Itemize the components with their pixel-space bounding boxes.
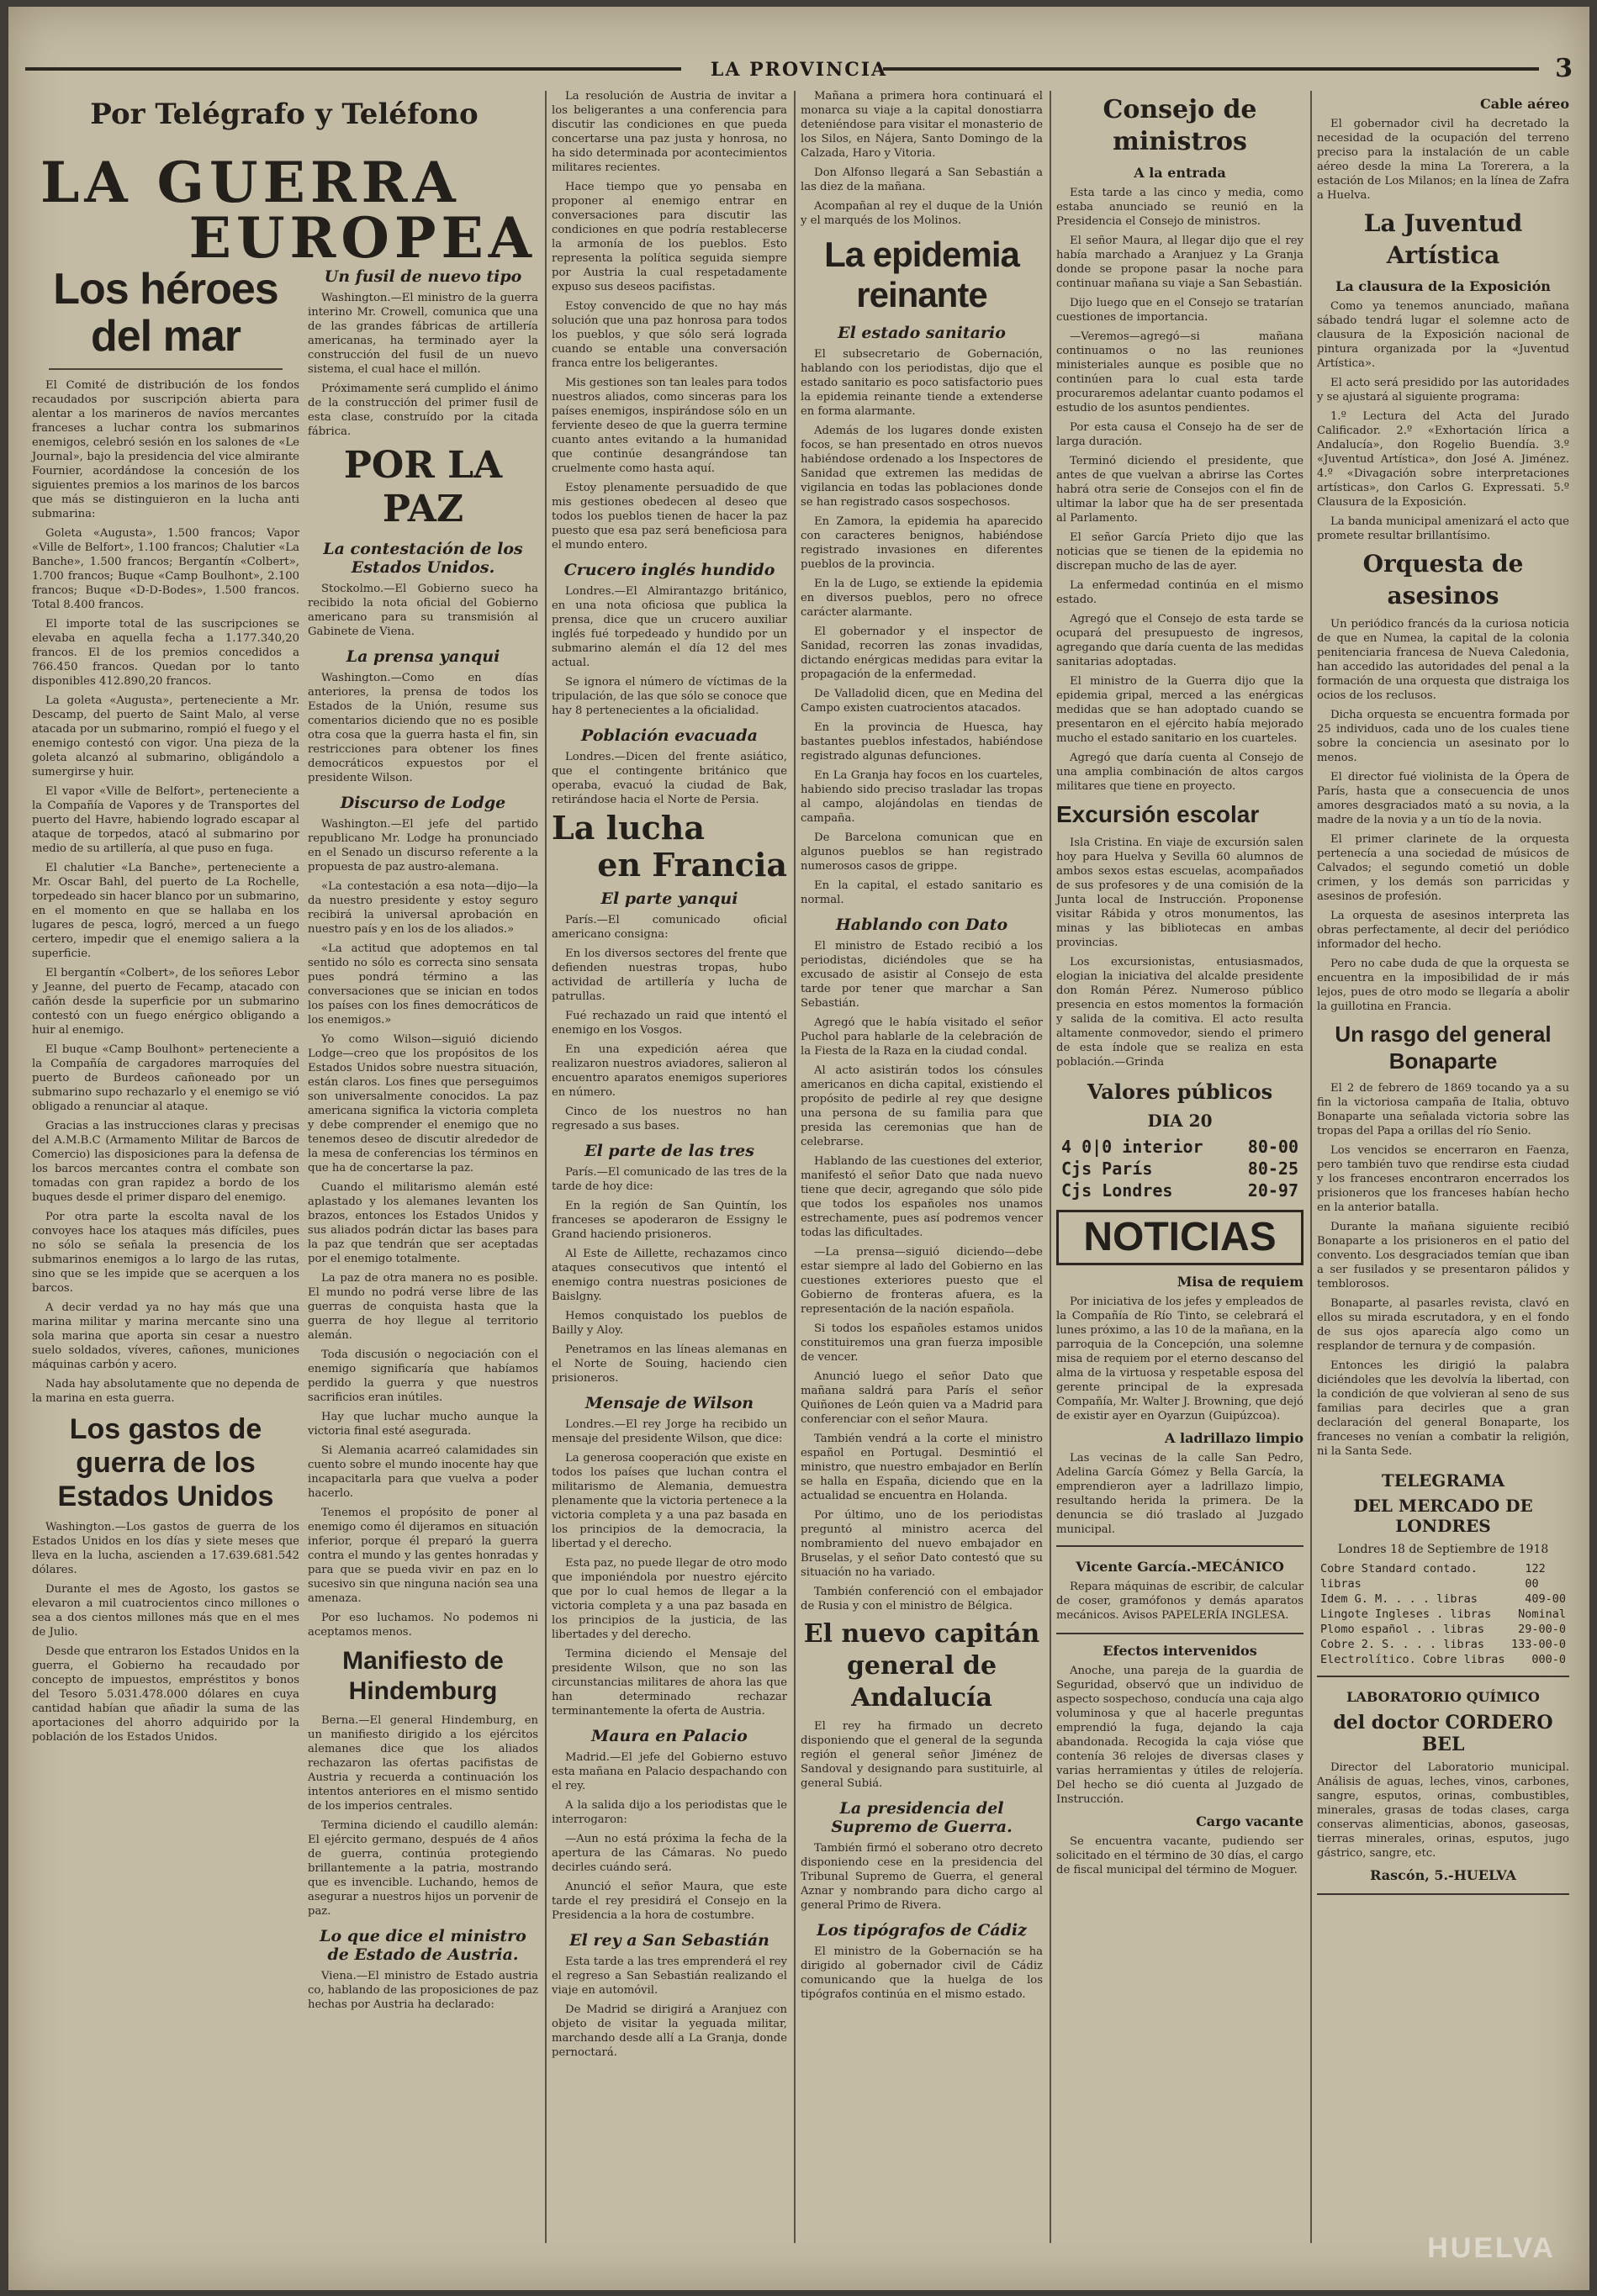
article-paragraph: En la de Lugo, se extiende la epidemia en diversos pueblos, pero no ofrece carácter alarmante.: [801, 578, 1043, 619]
article-paragraph: En La Granja hay focos en los cuarteles, habiendo sido preciso trasladar las tropas al campo, alojándolas en tiendas de campaña.: [801, 769, 1043, 825]
article-heading: en Francia: [597, 846, 787, 884]
tele-row: [1320, 1561, 1566, 1591]
article-paragraph: Los vencidos se encerraron en Faenza, pero también tuvo que rendirse esta ciudad y los franceses encontraron encerrados los prisioneros que los franceses habían hecho en la anterior batalla.: [1317, 1144, 1569, 1214]
article-paragraph: Por esta causa el Consejo ha de ser de larga duración.: [1056, 421, 1304, 448]
article-subheading: Discurso de Lodge: [340, 794, 506, 812]
column-rule: [545, 91, 547, 2243]
divider: [49, 368, 283, 370]
tele-value: 000-0: [1531, 1653, 1566, 1666]
article-paragraph: El ministro de la Gobernación se ha dirigido al gobernador civil de Cádiz comunicando que la huelga de los tipógrafos continúa en el mismo estado.: [801, 1945, 1043, 2001]
article-subheading: A la entrada: [1134, 165, 1226, 181]
article-paragraph: El vapor «Ville de Belfort», perteneciente a la Compañía de Vapores y de Transportes del puerto del Havre, habiendo logrado escapar al ataque de torpedos, atacó al submarino por medio de su artillería, al que puso en fuga.: [32, 785, 299, 855]
article-paragraph: En la región de San Quintín, los franceses se apoderaron de Essigny le Grand haciendo prisioneros.: [552, 1200, 787, 1241]
article-paragraph: Entonces les dirigió la palabra diciéndoles que les devolvía la libertad, con la condición de que volvieran al seno de sus familias para decirles que a gran declaración del general Bonaparte, los franceses no venían a combatir la religión, ni la Santa Sede.: [1317, 1359, 1569, 1458]
article-paragraph: Hemos conquistado los pueblos de Bailly y Aloy.: [552, 1310, 787, 1337]
tele-label: Electrolítico. Cobre libras: [1320, 1653, 1505, 1666]
stock-label: 4 0|0 interior: [1061, 1137, 1203, 1157]
ad-title: LABORATORIO QUÍMICO: [1346, 1689, 1540, 1705]
column-6: [1317, 89, 1569, 2250]
article-paragraph: —Aun no está próxima la fecha de la apertura de las Cámaras. No puedo decirles cuándo será.: [552, 1833, 787, 1874]
column-5: [1056, 89, 1304, 2250]
stock-row: [1061, 1180, 1298, 1201]
article-paragraph: Gracias a las instrucciones claras y precisas del A.M.B.C (Armamento Militar de Barcos de Comercio) las disposiciones para la defensa de los barcos mercantes contra el combate son tomadas con gran rapidez a bordo de los buques desde el primer disparo del enemigo.: [32, 1120, 299, 1204]
article-heading: Consejo de ministros: [1103, 95, 1257, 156]
article-subheading: Maura en Palacio: [591, 1727, 748, 1745]
stock-row: [1061, 1158, 1298, 1180]
article-paragraph: Viena.—El ministro de Estado austria co, hablando de las proposiciones de paz hechas por Austria ha declarado:: [308, 1970, 538, 2011]
article-paragraph: Agregó que el Consejo de esta tarde se ocupará del presupuesto de ingresos, agregando que daría cuenta de las medidas sanitarias adoptadas.: [1056, 613, 1304, 668]
article-paragraph: Un periódico francés da la curiosa noticia de que en Numea, la capital de la colonia penitenciaria francesa de Nueva Caledonia, han accedido las autoridades del penal a la formación de una orquesta que distraiga los ocios de los reclusos.: [1317, 618, 1569, 702]
article-paragraph: Fué rechazado un raid que intentó el enemigo en los Vosgos.: [552, 1010, 787, 1037]
noticias-heading: NOTICIAS: [1056, 1210, 1304, 1265]
news-paragraph: Por iniciativa de los jefes y empleados de la Compañía de Río Tinto, se celebrará el lunes próximo, a las 10 de la mañana, en la parroquia de la Concepción, una solemne misa de requiem por el eterno descanso del alma de la virtuosa y respetable esposa del gerente principal de la expresada Compañía, Mr. Walter J. Browning, que dejó de existir ayer en Oyarzun (Guipúzcoa).: [1056, 1296, 1304, 1422]
tele-row: [1320, 1622, 1566, 1637]
article-paragraph: Los excursionistas, entusiasmados, elogian la iniciativa del alcalde presidente don Román Pérez. Numeroso público presencia en estos momentos la formación y salida de la comitiva. El acto resulta altamente conmovedor, siendo el primero de esta índole que se realiza en esta población.—Grinda: [1056, 956, 1304, 1069]
article-paragraph: También firmó el soberano otro decreto disponiendo cese en la presidencia del Tribunal Supremo de Guerra, el general Aznar y nombrando para dicho cargo al general Primo de Rivera.: [801, 1842, 1043, 1912]
section-title: Por Telégrafo y Teléfono: [90, 98, 479, 131]
headline-europea: EUROPEA: [188, 205, 537, 271]
stock-title: Valores públicos: [1087, 1079, 1273, 1104]
telegram-table: [1320, 1561, 1566, 1667]
column-1-body: [32, 259, 299, 2251]
article-paragraph: —Veremos—agregó—si mañana continuamos o no las reuniones ministeriales aunque es posible que no continúen para lo cual esta tarde procuraremos adelantar cuanto podamos el estudio de los asuntos pendientes.: [1056, 330, 1304, 414]
article-heading: Un rasgo del general Bonaparte: [1335, 1021, 1552, 1074]
stock-value: 80-00: [1247, 1137, 1298, 1157]
article-paragraph: Por último, uno de los periodistas preguntó al ministro acerca del nombramiento del nuevo embajador en Bruselas, y el señor Dato contestó que su situación no ha variado.: [801, 1509, 1043, 1579]
article-paragraph: Madrid.—El jefe del Gobierno estuvo esta mañana en Palacio despachando con el rey.: [552, 1751, 787, 1792]
page-number: 3: [1555, 54, 1573, 83]
ad-address: Rascón, 5.-HUELVA: [1370, 1867, 1516, 1883]
ad-text: Director del Laboratorio municipal. Análisis de aguas, leches, vinos, carbones, sangre, esputos, orinas, combustibles, minerales, grasas de todas clases, carga conservas alimenticias, abonos, gaseosas, tierras minerales, orinas, esputos, jugo gástrico, sangre, etc.: [1317, 1761, 1569, 1860]
tele-row: [1320, 1652, 1566, 1667]
tele-value: 29-00-0: [1518, 1623, 1566, 1636]
article-paragraph: Berna.—El general Hindemburg, en un manifiesto dirigido a los ejércitos alemanes dice que los aliados rechazaron las ofertas pacifistas de Austria y recuerda a continuación los intentos anteriores en el mismo sentido de los imperios centrales.: [308, 1714, 538, 1813]
article-paragraph: Esta tarde a las cinco y media, como estaba anunciado se reunió en la Presidencia el Consejo de ministros.: [1056, 187, 1304, 228]
article-heading: Orquesta de asesinos: [1362, 550, 1524, 610]
tele-label: Plomo español . . libras: [1320, 1623, 1485, 1636]
article-paragraph: Washington.—El jefe del partido republicano Mr. Lodge ha pronunciado en el Senado un discurso referente a la propuesta de paz austro-alemana.: [308, 818, 538, 874]
article-paragraph: Mis gestiones son tan leales para todos nuestros aliados, como sinceras para los países enemigos, inspirándose sólo en un ferviente deseo de que la guerra termine cuanto antes evitando a la humanidad que continúe desangrándose tan cruelmente como hasta aquí.: [552, 377, 787, 475]
article-heading: La epidemia reinante: [824, 235, 1019, 314]
article-paragraph: Termina diciendo el Mensaje del presidente Wilson, que no son las circunstancias militares de ahora las que han determinado rechazar terminantemente la oferta de Austria.: [552, 1648, 787, 1718]
article-paragraph: Termina diciendo el caudillo alemán: El ejército germano, después de 4 años de guerra, continúa protegiendo brillantemente a la patria, mostrando que es invencible. Luchando, hemos de asegurar a nuestros hijos un porvenir de paz.: [308, 1819, 538, 1918]
article-heading: El nuevo capitán general de Andalucía: [803, 1619, 1040, 1713]
tele-row: [1320, 1637, 1566, 1652]
article-paragraph: Agregó que le había visitado el señor Puchol para hablarle de la celebración de la Fiesta de la Raza en la ciudad condal.: [801, 1016, 1043, 1058]
article-heading: Los héroes del mar: [53, 265, 278, 361]
article-paragraph: Hablando de las cuestiones del exterior, manifestó el señor Dato que nada nuevo tiene que decir, agregando que sólo pide que todos los españoles nos unamos estrechamente, pues así podremos vencer todas las dificultades.: [801, 1155, 1043, 1239]
ad-title: Vicente García.-MECÁNICO: [1076, 1559, 1284, 1575]
article-paragraph: El gobernador y el inspector de Sanidad, recorren las zonas invadidas, dictando enérgicas medidas para evitar la propagación de la enfermedad.: [801, 625, 1043, 681]
newspaper-page: [8, 7, 1589, 2290]
article-paragraph: París.—El comunicado oficial americano consigna:: [552, 914, 787, 941]
article-paragraph: De Madrid se dirigirá a Aranjuez con objeto de visitar la yeguada militar, marchando desde allí a La Granja, donde pernoctará.: [552, 2003, 787, 2059]
article-paragraph: El importe total de las suscripciones se elevaba en aquella fecha a 1.177.340,20 francos. El de los premios concedidos a 766.450 francos. Quedan por lo tanto disponibles 412.890,20 francos.: [32, 618, 299, 688]
column-2: [308, 259, 538, 2251]
article-paragraph: La generosa cooperación que existe en todos los países que luchan contra el militarismo de Alemania, demuestra plenamente que la victoria pertenece a la victoria completa y a una paz basada en los principios de la democracia, la libertad y el derecho.: [552, 1452, 787, 1550]
archive-stamp: HUELVA: [1427, 2232, 1556, 2264]
article-paragraph: Londres.—El rey Jorge ha recibido un mensaje del presidente Wilson, que dice:: [552, 1418, 787, 1445]
tele-label: Cobre Standard contado. libras: [1320, 1562, 1478, 1591]
article-paragraph: 1.º Lectura del Acta del Jurado Calificador. 2.º «Exhortación lírica a Andalucía», don Rogelio Buendía. 3.º «Juventud Artística», don José A. Jiménez. 4.º «Divagación sobre interpretaciones artísticas», don Carlos G. Expressati. 5.º Clausura de la Exposición.: [1317, 410, 1569, 509]
article-paragraph: Durante la mañana siguiente recibió Bonaparte a los prisioneros en el patio del convento. Los desgraciados temían que iban a ser fusilados y se presentaron pálidos y temblorosos.: [1317, 1221, 1569, 1291]
news-paragraph: Anoche, una pareja de la guardia de Seguridad, observó que un individuo de aspecto sospechoso, conducía una caja algo voluminosa y que al hacerle preguntas emprendió la fuga, dejando la caja abandonada. Recogida la caja vióse que contenía 36 relojes de diversas clases y varias herramientas y útiles de relojería. Del hecho se dió cuenta al Juzgado de Instrucción.: [1056, 1665, 1304, 1806]
article-paragraph: Washington.—Como en días anteriores, la prensa de todos los Estados de la Unión, resume sus comentarios diciendo que no es posible otra cosa que la guerra hasta el fin, sin restricciones para obtener los fines democráticos expuestos por el presidente Wilson.: [308, 672, 538, 784]
ad-text: Repara máquinas de escribir, de calcular de coser, gramófonos y demás aparatos mecánicos. Avisos PAPELERÍA INGLESA.: [1056, 1581, 1304, 1622]
article-paragraph: Dicha orquesta se encuentra formada por 25 individuos, cada uno de los cuales tiene sobre la conciencia un asesinato por lo menos.: [1317, 709, 1569, 764]
stock-label: Cjs Londres: [1061, 1180, 1173, 1201]
article-subheading: El parte yanqui: [600, 889, 738, 908]
article-paragraph: Londres.—Dicen del frente asiático, que el contingente británico que operaba, evacuó la ciudad de Bak, retirándose hacia el Norte de Persia.: [552, 751, 787, 806]
article-paragraph: Al Este de Aillette, rechazamos cinco ataques consecutivos que intentó el enemigo contra nuestras posiciones de Baislgny.: [552, 1248, 787, 1303]
article-paragraph: En la capital, el estado sanitario es normal.: [801, 879, 1043, 906]
article-subheading: El rey a San Sebastián: [569, 1931, 769, 1950]
telegram-title: TELEGRAMA: [1381, 1470, 1505, 1491]
article-subheading: Hablando con Dato: [835, 916, 1008, 934]
column-rule: [1310, 91, 1312, 2243]
advertisement: [1317, 1676, 1569, 1895]
stock-value: 80-25: [1247, 1159, 1298, 1179]
article-paragraph: Agregó que daría cuenta al Consejo de una amplia combinación de altos cargos militares que tiene en proyecto.: [1056, 752, 1304, 793]
article-paragraph: El buque «Camp Boulhont» perteneciente a la Compañía de cargadores marroquíes del puerto de Burdeos cañoneado por un submarino supo rechazarlo y el enemigo se vió obligado a renunciar al ataque.: [32, 1043, 299, 1113]
article-paragraph: Yo como Wilson—siguió diciendo Lodge—creo que los propósitos de los Estados Unidos sobre nuestra situación, están claros. Los fines que perseguimos son universalmente conocidos. La paz americana significa la victoria completa y debe comprender el enemigo que no tenemos deseo de discutir alrededor de la mesa de conferencias los términos en que ha de concertarse la paz.: [308, 1033, 538, 1174]
tele-row: [1320, 1591, 1566, 1607]
news-paragraph: El gobernador civil ha decretado la necesidad de la ocupación del terreno preciso para la instalación de un cable aéreo desde la mina La Torerera, a la estación de Los Milanos; en la línea de Zafra a Huelva.: [1317, 118, 1569, 202]
article-paragraph: Mañana a primera hora continuará el monarca su viaje a la capital donostiarra deteniéndose para visitar el monasterio de los Silos, en Nájera, Santo Domingo de la Calzada, Haro y Vitoria.: [801, 90, 1043, 160]
article-paragraph: El bergantín «Colbert», de los señores Lebor y Jeanne, del puerto de Fecamp, atacado con cañón desde la superficie por un submarino contestó con un fuego enérgico obligando a huir al enemigo.: [32, 967, 299, 1037]
article-paragraph: A decir verdad ya no hay más que una marina militar y marina mercante sino una sola marina que aporta sin cesar a nuestro suelo soldados, víveres, cañones, municiones máquinas carbón y acero.: [32, 1301, 299, 1371]
article-paragraph: Don Alfonso llegará a San Sebastián a las diez de la mañana.: [801, 166, 1043, 193]
article-paragraph: El Comité de distribución de los fondos recaudados por suscripción abierta para alentar a los marineros de navíos mercantes franceses a luchar contra los submarinos enemigos, celebró sesión en los salones de «Le Journal», bajo la presidencia del vice almirante Fournier, acordándose la concesión de los siguientes premios a los marinos de los barcos que más se distinguieron en la lucha anti submarina:: [32, 379, 299, 520]
article-heading: POR LA PAZ: [343, 444, 503, 530]
article-paragraph: El señor García Prieto dijo que las noticias que se tienen de la epidemia no discrepan mucho de las de ayer.: [1056, 531, 1304, 573]
tele-value: 122 00: [1525, 1562, 1546, 1591]
article-heading: Excursión escolar: [1056, 801, 1260, 827]
article-paragraph: El chalutier «La Banche», perteneciente a Mr. Oscar Bahl, del puerto de La Rochelle, torpedeado sin hacer blanco por un submarino, en el momento en que se hallaba en los lugares de pesca, logró, merced a un fuego certero, impedir que el enemigo saliera a la superficie.: [32, 862, 299, 960]
article-paragraph: Hace tiempo que yo pensaba en proponer al enemigo entrar en conversaciones para discutir las condiciones en que podría restablecerse la armonía de los pueblos. Esto representa la política seguida siempre por Austria la cual respetadamente expuso sus deseos pacifistas.: [552, 181, 787, 293]
article-paragraph: Esta tarde a las tres emprenderá el rey el regreso a San Sebastián realizando el viaje en automóvil.: [552, 1956, 787, 1997]
article-paragraph: El 2 de febrero de 1869 tocando ya a su fin la victoriosa campaña de Italia, obtuvo Bonaparte una señalada victoria sobre las tropas del Papa a orillas del río Senio.: [1317, 1082, 1569, 1137]
article-subheading: Crucero inglés hundido: [563, 561, 775, 579]
masthead: [25, 54, 1573, 83]
article-heading: Manifiesto de Hindemburg: [342, 1647, 504, 1705]
article-subheading: Lo que dice el ministro de Estado de Austria.: [320, 1927, 526, 1964]
article-paragraph: Terminó diciendo el presidente, que antes de que vuelvan a abrirse las Cortes habrá otra serie de Consejos con el fin de ultimar la labor que ha de ser presentada al Parlamento.: [1056, 455, 1304, 525]
article-paragraph: El acto será presidido por las autoridades y se ajustará al siguiente programa:: [1317, 377, 1569, 404]
tele-value: 133-00-0: [1510, 1638, 1566, 1651]
stock-table: [1061, 1136, 1298, 1201]
article-paragraph: De Valladolid dicen, que en Medina del Campo existen cuatrocientos atacados.: [801, 688, 1043, 715]
article-paragraph: Bonaparte, al pasarles revista, clavó en ellos su mirada escrutadora, y en el fondo de sus ojos aparecía algo como un resplandor de ternura y de compasión.: [1317, 1297, 1569, 1353]
tele-value: 409-00: [1525, 1592, 1566, 1606]
article-paragraph: El primer clarinete de la orquesta pertenecía a una sociedad de músicos de Calvados; el segundo cometió un doble crimen, y los demás son parricidas y asesinos de profesión.: [1317, 833, 1569, 903]
headline-la-guerra: LA GUERRA: [40, 150, 461, 215]
article-paragraph: En la provincia de Huesca, hay bastantes pueblos infestados, habiéndose registrado algunas defunciones.: [801, 721, 1043, 763]
article-paragraph: Se ignora el número de víctimas de la tripulación, de las que sólo se conoce que hay 8 pertenecientes a la oficialidad.: [552, 676, 787, 717]
article-paragraph: Esta paz, no puede llegar de otro modo que imponiéndola por nuestro ejército que por lo cual hemos de llegar a la victoria completa y a una paz basada en los principios de la justicia, de las libertades y del derecho.: [552, 1557, 787, 1641]
article-paragraph: También vendrá a la corte el ministro español en Portugal. Desmintió el ministro, que nuestro embajador en Berlín se halla en España, diciendo que en la actualidad se encuentra en Holanda.: [801, 1433, 1043, 1502]
advertisement: [1056, 1545, 1304, 1634]
article-paragraph: El ministro de Estado recibió a los periodistas, diciéndoles que se ha excusado de asistir al Consejo de esta tarde por tener que marchar a San Sebastián.: [801, 940, 1043, 1010]
article-paragraph: Dijo luego que en el Consejo se tratarían cuestiones de importancia.: [1056, 297, 1304, 324]
article-paragraph: Isla Cristina. En viaje de excursión salen hoy para Huelva y Sevilla 60 alumnos de ambos sexos estas escuelas, acompañados de sus profesores y de una comisión de la Junta local de Instrucción. Proponense visitar Rábida y otros monumentos, las minas y las bibliotecas en ambas provincias.: [1056, 837, 1304, 949]
article-paragraph: Cuando el militarismo alemán esté aplastado y los alemanes levanten los brazos, entonces los Estados Unidos y sus aliados podrán dictar las bases para la paz que tendrán que ser aceptadas por el enemigo totalmente.: [308, 1181, 538, 1265]
article-subheading: La presidencia del Supremo de Guerra.: [831, 1799, 1013, 1836]
article-subheading: Mensaje de Wilson: [584, 1394, 754, 1412]
news-title: A ladrillazo limpio: [1165, 1430, 1304, 1446]
article-paragraph: Desde que entraron los Estados Unidos en la guerra, el Gobierno ha recaudado por concepto de impuestos, empréstitos y bonos del Tesoro 5.031.478.000 dólares en cuya cantidad habían que añadir la suma de las aportaciones del ahorro adquirido por la población de los Estados Unidos.: [32, 1645, 299, 1744]
article-paragraph: El ministro de la Guerra dijo que la epidemia gripal, merced a las enérgicas medidas que se han adoptado cuando se presentaron en el ejército había mejorado mucho el estado sanitario en los cuarteles.: [1056, 675, 1304, 745]
article-subheading: La prensa yanqui: [346, 647, 500, 666]
article-paragraph: En los diversos sectores del frente que defienden nuestras tropas, hubo actividad de artillería y lucha de patrullas.: [552, 947, 787, 1003]
article-paragraph: Estoy plenamente persuadido de que mis gestiones obedecen al deseo que todos los pueblos tienen de hacer la paz puesto que esa paz será beneficiosa para el mundo entero.: [552, 482, 787, 552]
column-rule: [1050, 91, 1051, 2243]
tele-label: Cobre 2. S. . . . libras: [1320, 1638, 1485, 1651]
ad-name: del doctor CORDERO BEL: [1333, 1712, 1553, 1755]
article-paragraph: La banda municipal amenizará el acto que promete resultar brillantísimo.: [1317, 515, 1569, 542]
article-paragraph: Toda discusión o negociación con el enemigo significaría que habíamos perdido la guerra y que nuestros sacrificios eran inútiles.: [308, 1349, 538, 1404]
article-heading: Los gastos de guerra de los Estados Unidos: [57, 1413, 274, 1512]
article-paragraph: Al acto asistirán todos los cónsules americanos en dicha capital, existiendo el propósito de pedirle al rey que designe una persona de su familia para que presida las ceremonias que han de celebrarse.: [801, 1064, 1043, 1148]
article-paragraph: Nada hay absolutamente que no dependa de la marina en esta guerra.: [32, 1378, 299, 1405]
article-paragraph: El rey ha firmado un decreto disponiendo que el general de la segunda región el general señor Jiménez de Sandoval y designando para sustituirle, al general Subiá.: [801, 1720, 1043, 1790]
article-paragraph: Por eso luchamos. No podemos ni aceptamos menos.: [308, 1612, 538, 1639]
news-paragraph: Se encuentra vacante, pudiendo ser solicitado en el término de 30 días, el cargo de fiscal municipal del término de Moguer.: [1056, 1835, 1304, 1876]
article-paragraph: Goleta «Augusta», 1.500 francos; Vapor «Ville de Belfort», 1.100 francos; Chalutier «La Banche», 1.500 francos; Bergantín «Colbert», 1.700 francos; Buque «Camp Boulhont», 2.100 francos; Buque «D-D-Bodes», 1.500 francos. Total 8.400 francos.: [32, 527, 299, 611]
article-paragraph: Durante el mes de Agosto, los gastos se elevaron a mil cuatrocientos cinco millones o sea a dos cientos millones más que en el mes de Julio.: [32, 1583, 299, 1639]
article-subheading: Población evacuada: [581, 726, 758, 745]
column-3: [552, 89, 787, 2250]
article-subheading: La clausura de la Exposición: [1335, 278, 1551, 294]
article-paragraph: —La prensa—siguió diciendo—debe estar siempre al lado del Gobierno en las cuestiones exteriores puesto que el Gobierno de fronteras afuera, es la representación de la nación española.: [801, 1246, 1043, 1316]
article-paragraph: Stockolmo.—El Gobierno sueco ha recibido la nota oficial del Gobierno americano para su transmisión al Gabinete de Viena.: [308, 583, 538, 638]
article-paragraph: La resolución de Austria de invitar a los beligerantes a una conferencia para discutir las condiciones en que pueda concertarse una paz justa y honrosa, no ha sido determinada por acontecimientos militares recientes.: [552, 90, 787, 174]
article-paragraph: De Barcelona comunican que en algunos pueblos se han registrado numerosos casos de grippe.: [801, 831, 1043, 873]
article-subheading: El parte de las tres: [584, 1142, 754, 1160]
tele-row: [1320, 1607, 1566, 1622]
article-paragraph: Washington.—El ministro de la guerra interino Mr. Crowell, comunica que una de las grandes fábricas de artillería americanas, ha terminado ayer la construcción del fusil de un nuevo sistema, el cual hace el millón.: [308, 292, 538, 376]
article-paragraph: La orquesta de asesinos interpreta las obras perfectamente, al decir del periódico informador del hecho.: [1317, 910, 1569, 951]
article-paragraph: Tenemos el propósito de poner al enemigo como él dijeramos en situación inferior, porque él preparó la guerra contra el mundo y las gentes honradas y para que se pueda vivir en paz en lo sucesivo sin que ninguna nación sea una amenaza.: [308, 1507, 538, 1605]
article-paragraph: También conferenció con el embajador de Rusia y con el ministro de Bélgica.: [801, 1586, 1043, 1612]
article-heading: La lucha: [552, 809, 706, 847]
article-paragraph: «La actitud que adoptemos en tal sentido no sólo es correcta sino sensata pues pondrá término a las conversaciones que se inician en todos los países con los fines democráticos de los enemigos.»: [308, 942, 538, 1027]
news-title: Cable aéreo: [1480, 96, 1569, 112]
article-paragraph: Hay que luchar mucho aunque la victoria final esté asegurada.: [308, 1411, 538, 1438]
news-paragraph: Las vecinas de la calle San Pedro, Adelina García Gómez y Bella García, la emprendieron ayer a ladrillazo limpio, resultando herida la primera. De la denuncia se dió traslado al Juzgado municipal.: [1056, 1452, 1304, 1536]
article-heading: La Juventud Artística: [1363, 209, 1523, 269]
article-paragraph: A la salida dijo a los periodistas que le interrogaron:: [552, 1799, 787, 1826]
tele-label: Idem G. M. . . . libras: [1320, 1592, 1478, 1606]
article-paragraph: El señor Maura, al llegar dijo que el rey había marchado a Aranjuez y La Granja donde se propone pasar la noche para continuar mañana su viaje a San Sebastián.: [1056, 235, 1304, 290]
article-paragraph: Cinco de los nuestros no han regresado a sus bases.: [552, 1106, 787, 1132]
tele-label: Lingote Ingleses . libras: [1320, 1607, 1492, 1621]
column-4: [801, 89, 1043, 2250]
article-paragraph: El subsecretario de Gobernación, hablando con los periodistas, dijo que el estado sanitario es poco satisfactorio pues la epidemia reinante tiende a extenderse en forma alarmante.: [801, 348, 1043, 418]
article-paragraph: París.—El comunicado de las tres de la tarde de hoy dice:: [552, 1166, 787, 1193]
article-paragraph: En una expedición aérea que realizaron nuestros aviadores, salieron al encuentro aparatos enemigos superiores en número.: [552, 1043, 787, 1099]
article-paragraph: Por otra parte la escolta naval de los convoyes hace los ataques más difíciles, pues no sólo se señala la presencia de los submarinos enemigos a lo largo de las rutas, sino que se les impide que se acerquen a los barcos.: [32, 1211, 299, 1295]
article-paragraph: Anunció el señor Maura, que este tarde el rey presidirá el Consejo en la Presidencia a la hora de costumbre.: [552, 1881, 787, 1922]
article-paragraph: Estoy convencido de que no hay más solución que una paz honrosa para todos los pueblos, y que sólo será lograda cuando se entable una conversación franca entre los beligerantes.: [552, 300, 787, 370]
stock-value: 20-97: [1247, 1180, 1298, 1201]
article-paragraph: Pero no cabe duda de que la orquesta se encuentra en la imposibilidad de ir más lejos, pues de otro modo se llegaría a abolir la guillotina en Francia.: [1317, 958, 1569, 1013]
article-paragraph: Londres.—El Almirantazgo británico, en una nota oficiosa que publica la prensa, dice que un crucero auxiliar inglés fué torpedeado y hundido por un submarino alemán el día 12 del mes actual.: [552, 585, 787, 669]
article-paragraph: Penetramos en las líneas alemanas en el Norte de Souing, haciendo cien prisioneros.: [552, 1343, 787, 1385]
article-paragraph: Como ya tenemos anunciado, mañana sábado tendrá lugar el solemne acto de clausura de la Exposición nacional de pintura organizada por la «Juventud Artística».: [1317, 300, 1569, 370]
news-title: Misa de requiem: [1177, 1274, 1304, 1290]
article-subheading: La contestación de los Estados Unidos.: [323, 540, 523, 577]
stock-row: [1061, 1136, 1298, 1158]
article-paragraph: La paz de otra manera no es posible. El mundo no podrá verse libre de las guerras de conquista hasta que la guerra de hoy llegue al territorio alemán.: [308, 1272, 538, 1342]
article-subheading: El estado sanitario: [838, 324, 1006, 342]
article-paragraph: La goleta «Augusta», perteneciente a Mr. Descamp, del puerto de Saint Malo, al verse atacada por un submarino, rompió el fuego y el enemigo contestó con vigor. Una pieza de la goleta alcanzó al submarino, obligándolo a sumergirse y huir.: [32, 694, 299, 779]
article-subheading: Un fusil de nuevo tipo: [324, 267, 522, 286]
lead-headline: [32, 150, 537, 271]
stock-label: Cjs París: [1061, 1159, 1153, 1179]
news-title: Cargo vacante: [1196, 1813, 1304, 1829]
telegram-subtitle: DEL MERCADO DE LONDRES: [1353, 1496, 1533, 1536]
stock-date: DIA 20: [1147, 1111, 1213, 1131]
article-paragraph: Además de los lugares donde existen focos, se han presentado en otros nuevos habiéndose ordenado a los Inspectores de Sanidad que extremen las medidas de vigilancia en todas las poblaciones donde se han registrado casos sospechosos.: [801, 425, 1043, 509]
news-title: Efectos intervenidos: [1103, 1643, 1257, 1659]
article-paragraph: Anunció luego el señor Dato que mañana saldrá para París el señor Quiñones de León quien va a Madrid para conferenciar con el señor Maura.: [801, 1370, 1043, 1426]
telegram-date: Londres 18 de Septiembre de 1918: [1337, 1543, 1549, 1556]
article-paragraph: Si todos los españoles estamos unidos constituiremos una gran fuerza imposible de vencer.: [801, 1322, 1043, 1364]
article-paragraph: Washington.—Los gastos de guerra de los Estados Unidos en los días y siete meses que lleva en la lucha, ascienden a 17.639.681.542 dólares.: [32, 1521, 299, 1576]
article-paragraph: Acompañan al rey el duque de la Unión y el marqués de los Molinos.: [801, 200, 1043, 227]
article-paragraph: Si Alemania acarreó calamidades sin cuento sobre el mundo inocente hay que incapacitarla para que vuelva a poder hacerlo.: [308, 1444, 538, 1500]
article-paragraph: La enfermedad continúa en el mismo estado.: [1056, 579, 1304, 606]
article-paragraph: En Zamora, la epidemia ha aparecido con caracteres benignos, habiéndose registrado invasiones en diferentes pueblos de la provincia.: [801, 515, 1043, 571]
article-paragraph: «La contestación a esa nota—dijo—la da nuestro presidente y estoy seguro recibirá la universal aprobación en nuestro país y en los de los aliados.»: [308, 880, 538, 936]
article-paragraph: Próximamente será cumplido el ánimo de la construcción del primer fusil de esta clase, construído por la citada fábrica.: [308, 383, 538, 438]
tele-value: Nominal: [1518, 1607, 1566, 1621]
article-paragraph: El director fué violinista de la Ópera de París, hasta que a consecuencia de unos amores desgraciados mató a su novia, a la madre de la novia y a un tío de la novia.: [1317, 771, 1569, 826]
newspaper-name: LA PROVINCIA: [710, 59, 888, 81]
article-subheading: Los tipógrafos de Cádiz: [817, 1921, 1027, 1940]
column-rule: [794, 91, 796, 2243]
